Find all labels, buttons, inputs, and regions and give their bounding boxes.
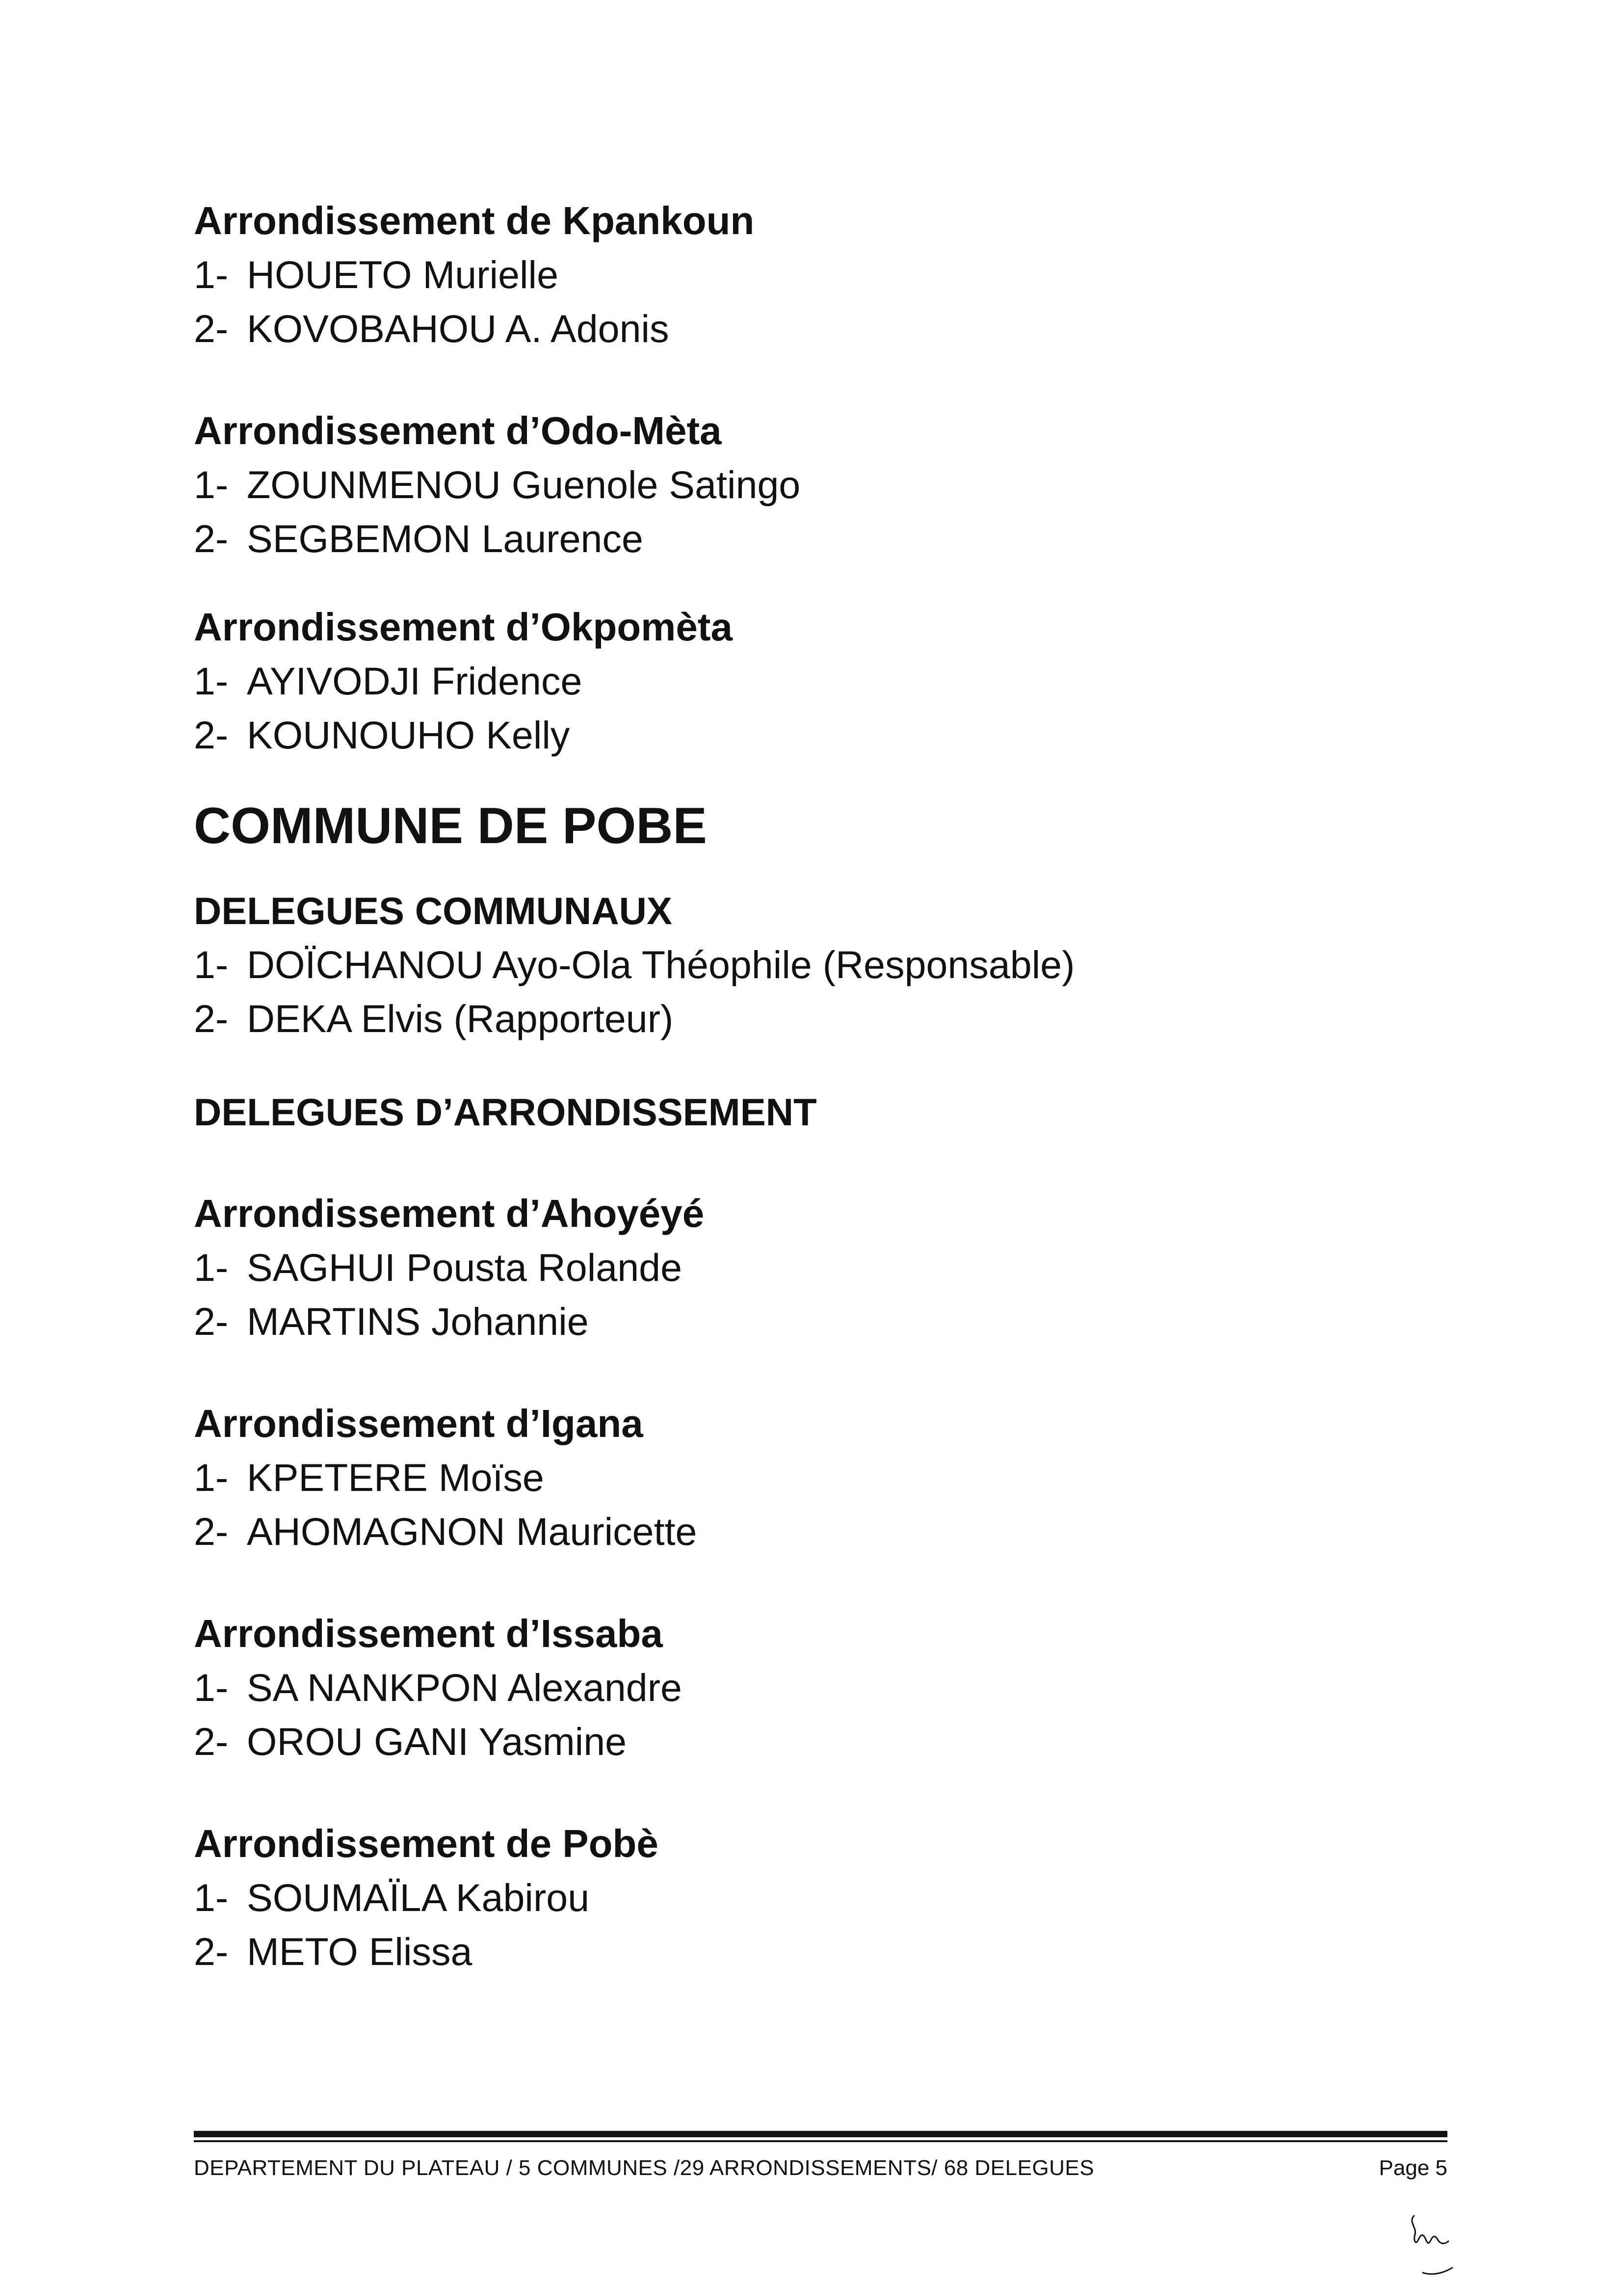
list-item: [194, 1925, 1450, 1979]
list-item: [194, 708, 1450, 762]
list-item: [194, 992, 1450, 1046]
section-title: Arrondissement d’Odo-Mèta: [194, 409, 722, 452]
section-ahoyeye: [194, 1187, 1450, 1349]
item-name: KPETERE Moïse: [247, 1456, 544, 1499]
item-name: OROU GANI Yasmine: [247, 1720, 627, 1763]
section-okpometa: [194, 600, 1450, 762]
item-number: 2-: [194, 1720, 229, 1763]
list-item: [194, 1871, 1450, 1925]
section-title: Arrondissement d’Ahoyéyé: [194, 1192, 705, 1235]
communal-delegates-title: DELEGUES COMMUNAUX: [194, 889, 673, 932]
item-number: 2-: [194, 1510, 229, 1553]
item-number: 2-: [194, 1300, 229, 1343]
list-item: [194, 1295, 1450, 1349]
item-name: SEGBEMON Laurence: [247, 517, 643, 560]
item-number: 2-: [194, 713, 229, 757]
item-name: KOVOBAHOU A. Adonis: [247, 307, 669, 350]
list-item: [194, 1241, 1450, 1295]
page-number: Page 5: [1379, 2156, 1447, 2180]
list-item: [194, 458, 1450, 512]
item-name: AYIVODJI Fridence: [247, 659, 582, 703]
item-name: SAGHUI Pousta Rolande: [247, 1246, 682, 1289]
item-number: 2-: [194, 307, 229, 350]
commune-title: COMMUNE DE POBE: [194, 797, 707, 854]
section-title: Arrondissement de Kpankoun: [194, 199, 755, 242]
item-name: DEKA Elvis (Rapporteur): [247, 997, 674, 1040]
item-name: HOUETO Murielle: [247, 253, 559, 296]
item-number: 1-: [194, 659, 229, 703]
page-footer: [194, 2131, 1447, 2180]
list-item: [194, 248, 1450, 302]
item-number: 2-: [194, 517, 229, 560]
item-name: DOÏCHANOU Ayo-Ola Théophile (Responsable): [247, 943, 1075, 986]
item-name: METO Elissa: [247, 1930, 472, 1973]
list-item: [194, 1505, 1450, 1559]
item-name: ZOUNMENOU Guenole Satingo: [247, 463, 801, 506]
item-name: MARTINS Johannie: [247, 1300, 589, 1343]
page-content: [194, 194, 1450, 1979]
item-number: 1-: [194, 253, 229, 296]
item-number: 1-: [194, 1246, 229, 1289]
footer-rule-thick: [194, 2131, 1447, 2137]
footer-text: DEPARTEMENT DU PLATEAU / 5 COMMUNES /29 ARRONDISSEMENTS/ 68 DELEGUES: [194, 2156, 1095, 2180]
item-number: 1-: [194, 1876, 229, 1919]
item-number: 1-: [194, 943, 229, 986]
arrondissement-delegates-title: DELEGUES D’ARRONDISSEMENT: [194, 1090, 817, 1134]
section-title: Arrondissement de Pobè: [194, 1822, 658, 1865]
item-number: 2-: [194, 1930, 229, 1973]
list-item: [194, 654, 1450, 708]
list-item: [194, 1451, 1450, 1505]
section-kpankoun: [194, 194, 1450, 356]
list-item: [194, 512, 1450, 566]
section-issaba: [194, 1607, 1450, 1769]
section-title: Arrondissement d’Okpomèta: [194, 605, 733, 649]
list-item: [194, 1661, 1450, 1715]
item-name: SA NANKPON Alexandre: [247, 1666, 682, 1709]
item-number: 2-: [194, 997, 229, 1040]
item-number: 1-: [194, 1666, 229, 1709]
section-pobe: [194, 1817, 1450, 1979]
section-title: Arrondissement d’Igana: [194, 1402, 643, 1445]
list-item: [194, 302, 1450, 356]
footer-row: [194, 2156, 1447, 2180]
footer-rule-thin: [194, 2140, 1447, 2142]
section-odo-meta: [194, 404, 1450, 566]
item-name: KOUNOUHO Kelly: [247, 713, 570, 757]
list-item: [194, 1715, 1450, 1769]
item-name: SOUMAÏLA Kabirou: [247, 1876, 590, 1919]
item-name: AHOMAGNON Mauricette: [247, 1510, 697, 1553]
item-number: 1-: [194, 463, 229, 506]
item-number: 1-: [194, 1456, 229, 1499]
section-title: Arrondissement d’Issaba: [194, 1612, 663, 1655]
section-igana: [194, 1397, 1450, 1559]
handwritten-initials: [1403, 2211, 1462, 2280]
list-item: [194, 938, 1450, 992]
